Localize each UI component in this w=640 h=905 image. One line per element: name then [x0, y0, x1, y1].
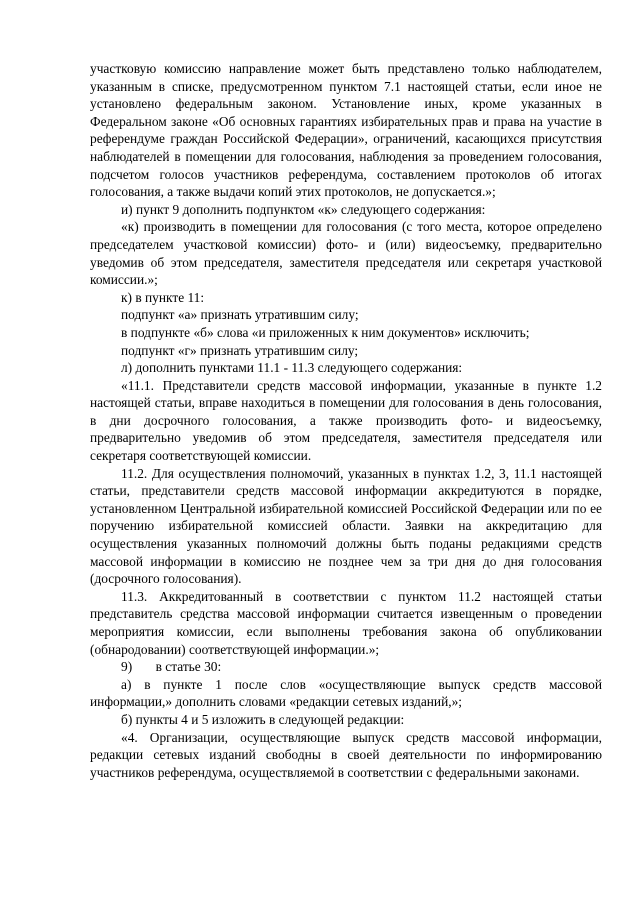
paragraph-1: участковую комиссию направление может быть представлено только наблюдателем, указанным в списке, предусмотренном пунктом 7.1 настоящей статьи, если иное не установлено федеральным законом. Установление иных, кроме указанных в Федеральном законе «Об основных гарантиях избирательных прав и права на участие в референдуме граждан Российской Федерации», ограничений, касающихся присутствия наблюдателей в помещении для голосования, наблюдения за проведением голосования, подсчетом голосов участников референдума, составлением протоколов об итогах голосования, а также выдачи копий этих протоколов, не допускается.»;: [90, 61, 602, 200]
paragraph-2: и) пункт 9 дополнить подпунктом «к» следующего содержания:: [121, 201, 486, 217]
paragraph-11: 11.3. Аккредитованный в соответствии с пунктом 11.2 настоящей статьи представитель средства массовой информации считается извещенным о проведении мероприятия комиссии, если выполнены требования закона об опубликовании (обнародовании) соответствующей информации.»;: [90, 588, 602, 657]
paragraph-3: «к) производить в помещении для голосования (с того места, которое определено председателем участковой комиссии) фото- и (или) видеосъемку, предварительно уведомив об этом председателя, заместителя председателя или секретаря участковой комиссии.»;: [90, 219, 602, 288]
paragraph-13: а) в пункте 1 после слов «осуществляющие выпуск средств массовой информации,» дополнить словами «редакции сетевых изданий,»;: [90, 676, 602, 710]
paragraph-8: л) дополнить пунктами 11.1 - 11.3 следующего содержания:: [121, 360, 463, 376]
paragraph-6: в подпункте «б» слова «и приложенных к ним документов» исключить;: [121, 324, 530, 340]
paragraph-15: «4. Организации, осуществляющие выпуск средств массовой информации, редакции сетевых изданий свободны в своей деятельности по информированию участников референдума, осуществляемой в соответствии с федеральными законами.: [90, 729, 602, 780]
paragraph-7: подпункт «г» признать утратившим силу;: [121, 342, 359, 358]
paragraph-14: б) пункты 4 и 5 изложить в следующей редакции:: [121, 711, 405, 727]
paragraph-4: к) в пункте 11:: [121, 289, 205, 305]
paragraph-10: 11.2. Для осуществления полномочий, указанных в пунктах 1.2, 3, 11.1 настоящей статьи, представители средств массовой информации аккредитуются в порядке, установленном Центральной избирательной комиссией Российской Федерации или по ее поручению избирательной комиссией области. Заявки на аккредитацию для осуществления указанных полномочий должны быть поданы редакциями средств массовой информации в комиссию не позднее чем за три дня до дня голосования (досрочного голосования).: [90, 465, 602, 587]
paragraph-12: 9) в статье 30:: [121, 659, 222, 675]
paragraph-5: подпункт «а» признать утратившим силу;: [121, 307, 359, 323]
paragraph-9: «11.1. Представители средств массовой информации, указанные в пункте 1.2 настоящей статьи, вправе находиться в помещении для голосования в день голосования, в дни досрочного голосования, а также производить фото- и видеосъемку, предварительно уведомив об этом председателя, заместителя председателя или секретаря соответствующей комиссии.: [90, 377, 602, 464]
